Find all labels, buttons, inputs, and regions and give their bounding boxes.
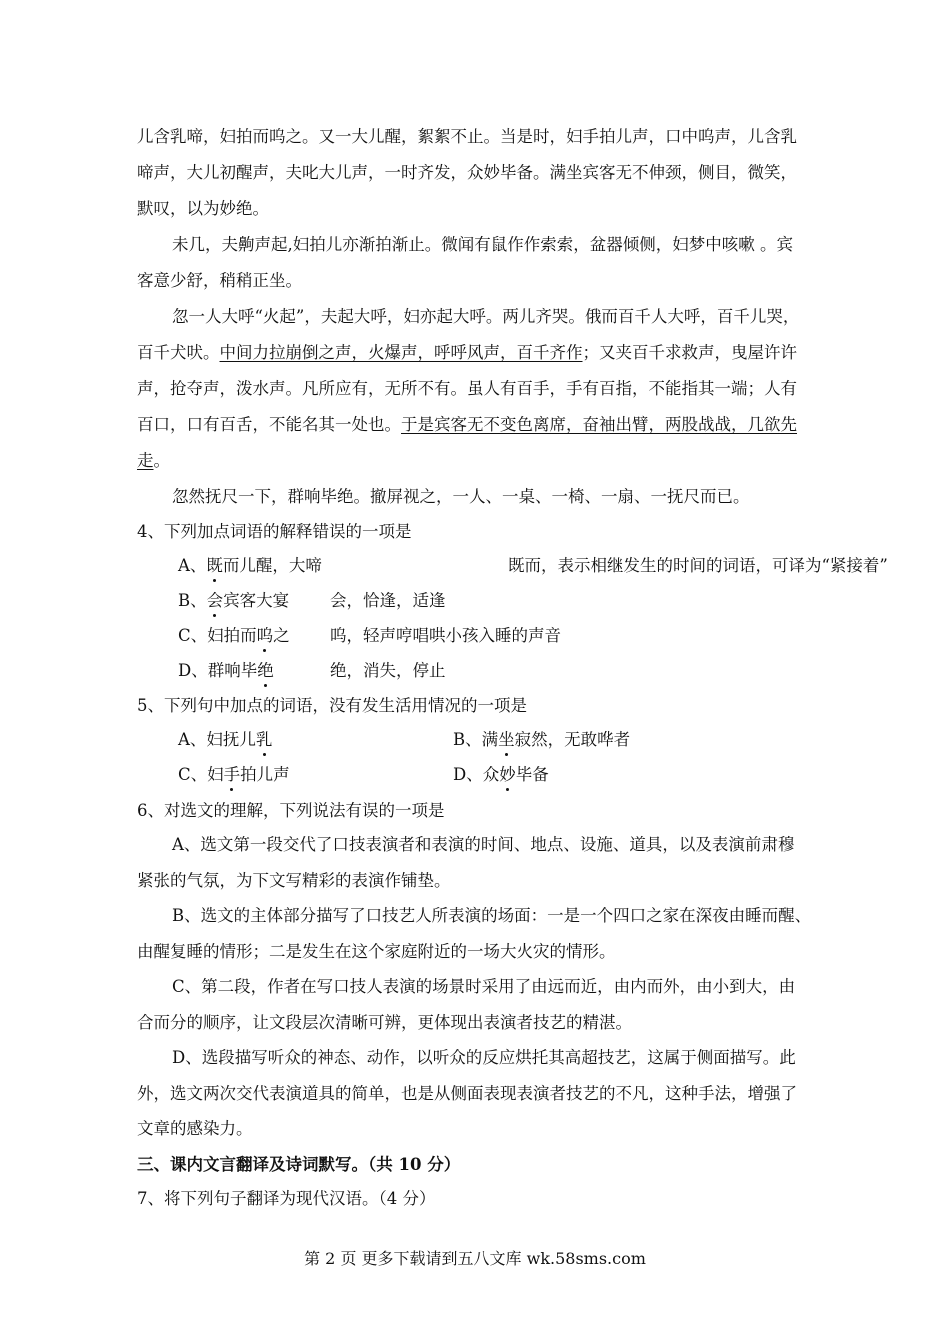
dotted-word: 既 [206,556,223,575]
question-6-option-b: B、选文的主体部分描写了口技艺人所表演的场面：一是一个四口之家在深夜由睡而醒、 [172,906,812,925]
passage-line: 儿含乳啼，妇拍而呜之。又一大儿醒，絮絮不止。当是时，妇手拍儿声，口中呜声，儿含乳 [137,127,797,146]
passage-text: 。 [153,451,170,470]
question-6-option-c: C、第二段，作者在写口技人表演的场景时采用了由远而近，由内而外，由小到大，由 [172,977,796,996]
dotted-word: 手 [223,765,241,784]
dotted-word: 坐 [498,730,515,749]
option-explanation: 既而，表示相继发生的时间的词语，可译为“紧接着” [508,556,888,575]
page-footer: 第 2 页 更多下载请到五八文库 wk.58sms.com [304,1249,646,1268]
dotted-word: 呜 [256,626,274,645]
passage-line: 默叹，以为妙绝。 [137,199,269,218]
dotted-word: 绝 [257,661,274,680]
option-explanation: 呜，轻声哼唱哄小孩入睡的声音 [330,626,561,645]
question-6-option-d-cont: 外，选文两次交代表演道具的简单，也是从侧面表现表演者技艺的不凡，这种手法，增强了 [137,1084,797,1103]
question-6-option-d: D、选段描写听众的神态、动作，以听众的反应烘托其高超技艺，这属于侧面描写。此 [172,1048,796,1067]
section-heading: 三、课内文言翻译及诗词默写。（共 10 分） [137,1155,461,1174]
question-4-stem: 4、下列加点词语的解释错误的一项是 [137,522,412,541]
question-5-stem: 5、下列句中加点的词语，没有发生活用情况的一项是 [137,696,527,715]
passage-line [137,450,170,472]
question-6-stem: 6、对选文的理解，下列说法有误的一项是 [137,801,445,820]
passage-line: 忽然抚尺一下，群响毕绝。撤屏视之，一人、一桌、一椅、一扇、一抚尺而已。 [172,487,750,506]
passage-line: 啼声，大儿初醒声，夫叱大儿声，一时齐发，众妙毕备。满坐宾客无不伸颈，侧目，微笑， [137,163,797,182]
underlined-sentence: 走 [137,451,154,470]
passage-line: 忽一人大呼“火起”，夫起大呼，妇亦起大呼。两儿齐哭。俄而百千人大呼，百千儿哭， [172,307,800,326]
dotted-word: 会 [206,591,224,610]
dotted-word: 乳 [255,730,273,749]
question-4-option-d: D、群响毕绝 绝，消失，停止 [178,661,446,680]
question-6-option-a: A、选文第一段交代了口技表演者和表演的时间、地点、设施、道具，以及表演前肃穆 [172,835,795,854]
question-5-option-a: A、妇抚儿乳 [178,730,273,749]
passage-line: 客意少舒，稍稍正坐。 [137,271,302,290]
passage-text: 百口，口有百舌，不能名其一处也。 [137,415,401,434]
question-5-option-d: D、众妙毕备 [453,765,549,784]
option-explanation: 绝，消失，停止 [330,661,446,680]
underlined-sentence: 中间力拉崩倒之声，火爆声，呼呼风声，百千齐作 [219,343,583,362]
option-explanation: 会，恰逢，适逢 [330,591,446,610]
question-5-option-c: C、妇手拍儿声 [178,765,290,784]
passage-line: 声，抢夺声，泼水声。凡所应有，无所不有。虽人有百手，手有百指，不能指其一端；人有 [137,379,797,398]
passage-line [137,342,797,364]
question-6-option-d-cont: 文章的感染力。 [137,1119,253,1138]
question-4-option-b: B、会宾客大宴 会，恰逢，适逢 [178,591,446,610]
underlined-sentence: 于是宾客无不变色离席，奋袖出臂，两股战战，几欲先 [401,415,797,434]
question-4-option-a: A、既而儿醒，大啼 既而，表示相继发生的时间的词语，可译为“紧接着” [178,556,888,575]
question-5-option-b: B、满坐寂然，无敢哗者 [453,730,631,749]
dotted-word: 妙 [499,765,516,784]
question-7-stem: 7、将下列句子翻译为现代汉语。（4 分） [137,1189,436,1208]
passage-line [137,414,797,436]
passage-text: 百千犬吠。 [137,343,220,362]
question-6-option-b-cont: 由醒复睡的情形；二是发生在这个家庭附近的一场大火灾的情形。 [137,942,616,961]
question-6-option-a-cont: 紧张的气氛，为下文写精彩的表演作铺垫。 [137,871,451,890]
question-5-row-2 [178,764,778,786]
question-6-option-c-cont: 合而分的顺序，让文段层次清晰可辨，更体现出表演者技艺的精湛。 [137,1013,632,1032]
question-4-option-c: C、妇拍而呜之 呜，轻声哼唱哄小孩入睡的声音 [178,626,561,645]
passage-text: ；又夹百千求救声，曳屋许许 [582,343,797,362]
passage-line: 未几，夫齁声起,妇拍儿亦渐拍渐止。微闻有鼠作作索索，盆器倾侧，妇梦中咳嗽 。宾 [172,235,793,254]
question-5-row-1 [178,729,778,751]
